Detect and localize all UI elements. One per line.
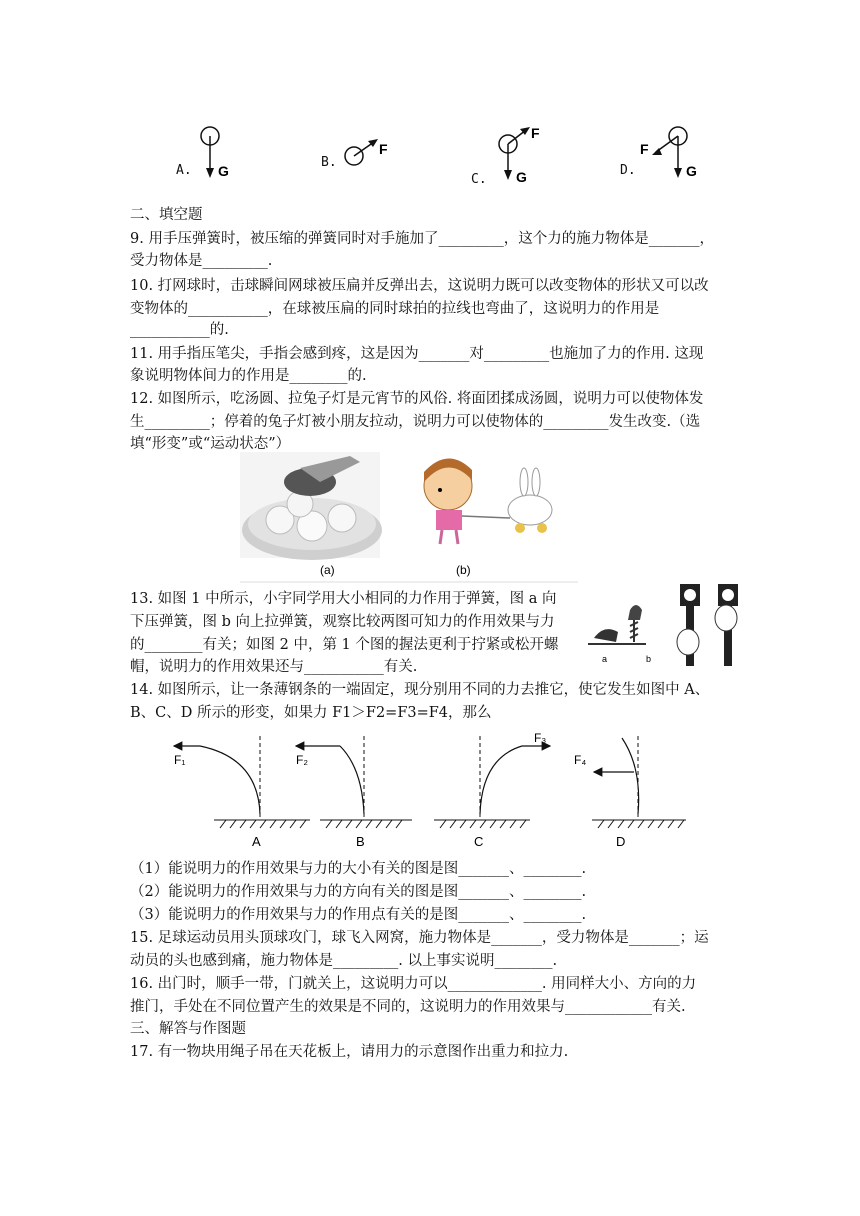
q16-line-1: 16. 出门时，顺手一带，门就关上，这说明力可以_____________. 用同样大小、方向的力 <box>130 976 697 992</box>
q13-line-2: 下压弹簧，图 b 向上拉弹簧，观察比较两图可知力的作用效果与力 <box>130 614 555 630</box>
girl-rabbit-lantern-image <box>424 458 552 544</box>
panel-b <box>296 736 412 849</box>
section-heading-answer-drawing: 三、解答与作图题 <box>130 1021 246 1037</box>
force-f-label: F <box>531 125 540 141</box>
panel-d <box>574 736 686 849</box>
panel-label: D <box>616 834 626 849</box>
q12-line-2: 生_________；停着的兔子灯被小朋友拉动，说明力可以使物体的_________发生改变.（选 <box>130 414 701 430</box>
option-c-diagram <box>490 122 550 186</box>
panel-label: B <box>356 834 365 849</box>
q11-line-1: 11. 用手指压笔尖，手指会感到疼，这是因为_______对_________也施加了力的作用. 这现 <box>130 346 704 362</box>
spring-figure-1 <box>588 605 651 664</box>
figure-13 <box>580 580 750 670</box>
force-g-label: G <box>686 163 697 179</box>
q14-sub-3: （3）能说明力的作用效果与力的作用点有关的是图_______、________. <box>130 907 587 923</box>
q17-line-1: 17. 有一物块用绳子吊在天花板上，请用力的示意图作出重力和拉力. <box>130 1044 569 1060</box>
q10-line-3: ___________的. <box>130 322 229 338</box>
panel-label: A <box>252 834 261 849</box>
option-a-label: A. <box>176 163 192 178</box>
force-label: F₄ <box>574 753 587 767</box>
force-f-label: F <box>640 141 649 157</box>
force-f-label: F <box>379 141 388 157</box>
option-c-label: C. <box>471 172 487 187</box>
option-d-diagram <box>638 124 708 184</box>
option-d-label: D. <box>620 163 636 178</box>
q13-line-1: 13. 如图 1 中所示，小宇同学用大小相同的力作用于弹簧，图 a 向 <box>130 591 557 607</box>
panel-label: C <box>474 834 484 849</box>
q13-line-3: 的________有关；如图 2 中，第 1 个图的握法更利于拧紧或松开螺 <box>130 637 559 653</box>
force-g-label: G <box>218 163 229 179</box>
q14-sub-2: （2）能说明力的作用效果与力的方向有关的图是图_______、________. <box>130 884 587 900</box>
q9-line-2: 受力物体是_________. <box>130 253 273 269</box>
force-g-label: G <box>516 169 527 185</box>
q10-line-2: 变物体的___________，在球被压扁的同时球拍的拉线也弯曲了，这说明力的作用是 <box>130 301 660 317</box>
q16-line-2: 推门，手处在不同位置产生的效果是不同的，这说明力的作用效果与____________有关. <box>130 999 686 1015</box>
caption-b: (b) <box>456 563 471 577</box>
q10-line-1: 10. 打网球时，击球瞬间网球被压扁并反弹出去，这说明力既可以改变物体的形状又可以改 <box>130 278 709 294</box>
section-heading-fill-blank: 二、填空题 <box>130 207 203 223</box>
q14-line-1: 14. 如图所示，让一条薄钢条的一端固定，现分别用不同的力去推它，使它发生如图中 A、 <box>130 682 710 698</box>
q9-line-1: 9. 用手压弹簧时，被压缩的弹簧同时对手施加了_________，这个力的施力物体是_______， <box>130 231 714 247</box>
panel-a <box>174 736 310 849</box>
tangyuan-bowl-image <box>240 452 382 560</box>
option-a-diagram <box>196 124 246 184</box>
q15-line-1: 15. 足球运动员用头顶球攻门，球飞入网窝，施力物体是_______，受力物体是_______；运 <box>130 930 709 946</box>
q14-line-2: B、C、D 所示的形变，如果力 F1＞F2=F3=F4，那么 <box>130 705 492 721</box>
option-b-diagram <box>340 134 400 174</box>
q14-sub-1: （1）能说明力的作用效果与力的大小有关的图是图_______、________. <box>130 861 587 877</box>
caption-a: (a) <box>320 563 335 577</box>
force-label: F₁ <box>174 753 186 767</box>
force-label: F₃ <box>534 731 547 745</box>
q15-line-2: 动员的头也感到痛，施力物体是_________. 以上事实说明________. <box>130 953 558 969</box>
q12-line-3: 填“形变”或“运动状态”） <box>130 436 291 452</box>
fig13-label-b: b <box>646 654 652 664</box>
q12-line-1: 12. 如图所示，吃汤圆、拉兔子灯是元宵节的风俗. 将面团揉成汤圆，说明力可以使物体发 <box>130 391 704 407</box>
q11-line-2: 象说明物体间力的作用是________的. <box>130 368 367 384</box>
fig13-label-a: a <box>602 654 608 664</box>
wrench-figure-2 <box>677 584 738 666</box>
panel-c <box>434 731 550 849</box>
figure-12 <box>240 452 580 584</box>
figure-14 <box>160 728 700 852</box>
force-label: F₂ <box>296 753 308 767</box>
q13-line-4: 帽，说明力的作用效果还与___________有关. <box>130 659 418 675</box>
option-b-label: B. <box>321 155 337 170</box>
